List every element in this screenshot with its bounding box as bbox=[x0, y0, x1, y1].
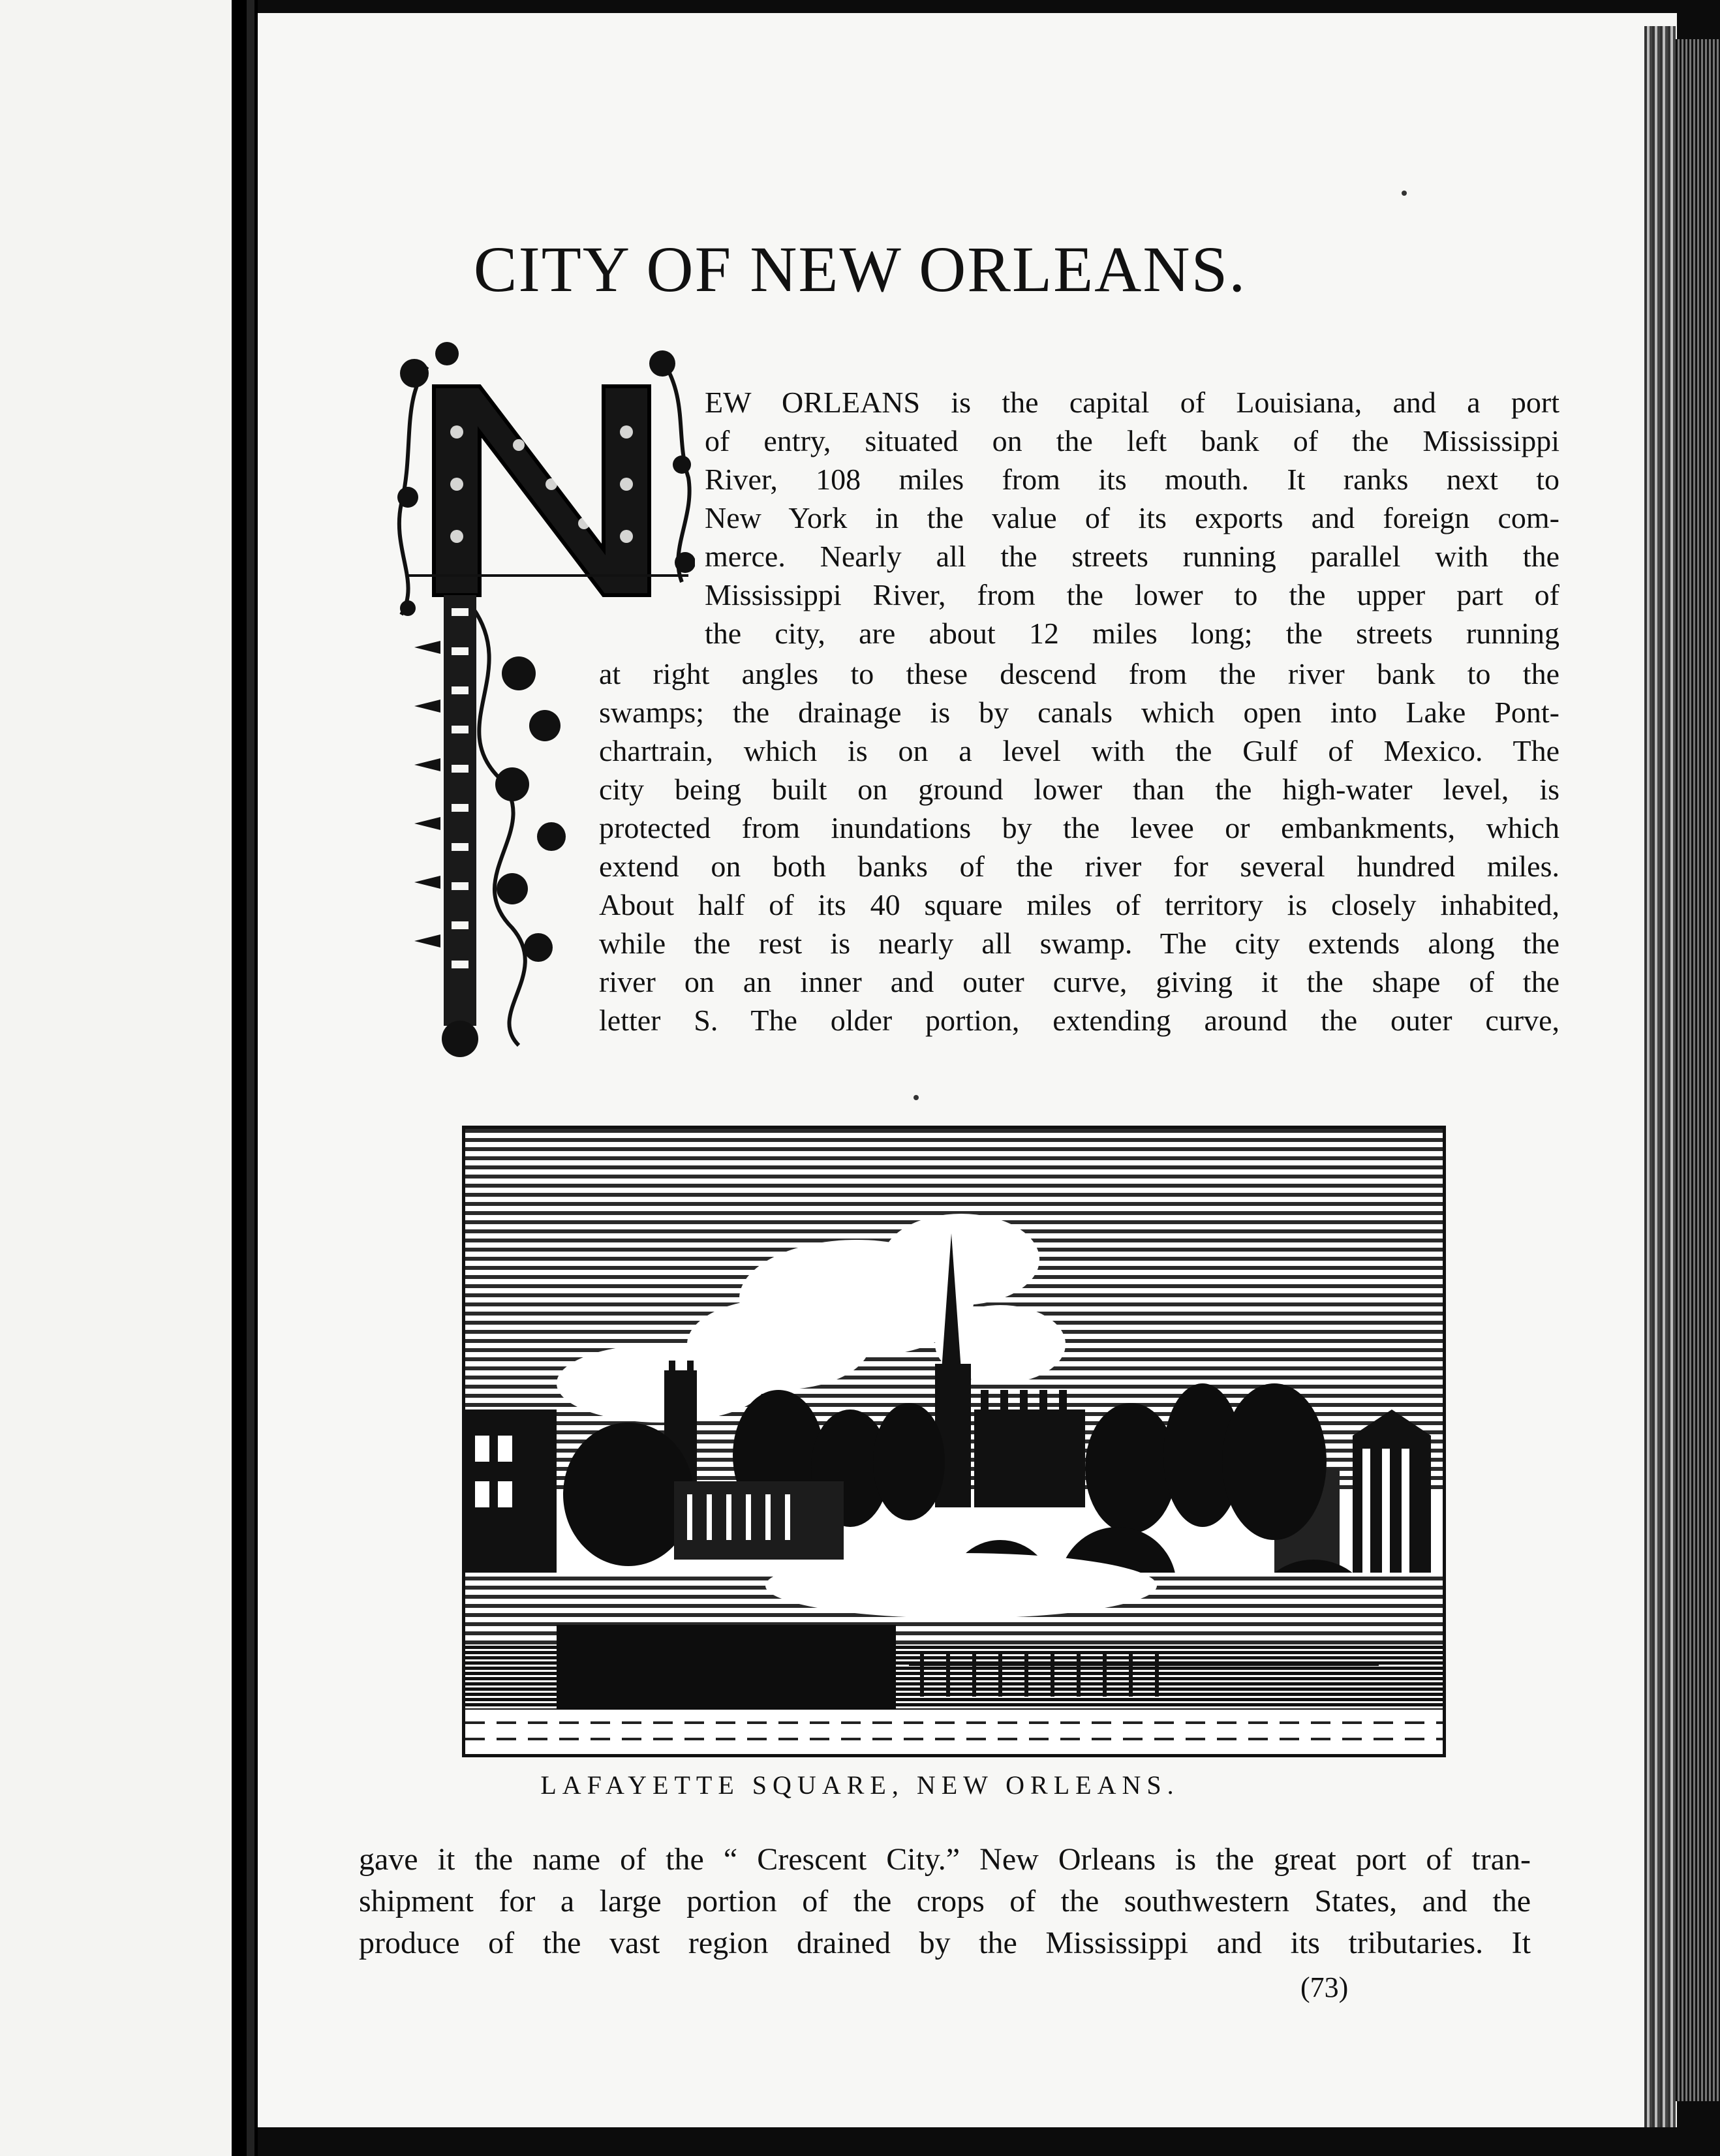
text-line: extend on both banks of the river for several hundred miles. bbox=[599, 850, 1559, 883]
right-page bbox=[258, 13, 1677, 2127]
continued-paragraph bbox=[599, 654, 1559, 1040]
left-page bbox=[0, 0, 232, 2156]
text-line: gave it the name of the “ Crescent City.” New Orleans is the great port of tran- bbox=[359, 1842, 1531, 1877]
text-line: letter S. The older portion, extending around the outer curve, bbox=[599, 1004, 1559, 1037]
text-line: while the rest is nearly all swamp. The city extends along the bbox=[599, 927, 1559, 960]
page-edge-shadow bbox=[1644, 26, 1676, 2127]
page-title: CITY OF NEW ORLEANS. bbox=[473, 233, 1247, 305]
gutter-shadow bbox=[247, 0, 254, 2156]
text-line: river on an inner and outer curve, giving it the shape of the bbox=[599, 965, 1559, 998]
text-line: New York in the value of its exports and foreign com- bbox=[705, 501, 1559, 534]
text-line: of entry, situated on the left bank of the Mississippi bbox=[705, 424, 1559, 457]
engraving-art bbox=[465, 1129, 1443, 1754]
text-line: city being built on ground lower than the high-water level, is bbox=[599, 773, 1559, 806]
closing-paragraph bbox=[359, 1839, 1531, 1964]
text-line: EW ORLEANS is the capital of Louisiana, and a port bbox=[705, 386, 1559, 419]
text-line: the city, are about 12 miles long; the streets running bbox=[705, 617, 1559, 650]
text-line: About half of its 40 square miles of territory is closely inhabited, bbox=[599, 888, 1559, 921]
text-line: at right angles to these descend from the river bank to the bbox=[599, 657, 1559, 690]
text-line: protected from inundations by the levee or embankments, which bbox=[599, 811, 1559, 844]
print-speck bbox=[914, 1095, 919, 1100]
text-line: shipment for a large portion of the crops of the southwestern States, and the bbox=[359, 1884, 1531, 1918]
text-line: chartrain, which is on a level with the Gulf of Mexico. The bbox=[599, 734, 1559, 767]
page-number: (73) bbox=[1300, 1971, 1349, 2003]
text-line: merce. Nearly all the streets running parallel with the bbox=[705, 540, 1559, 573]
text-line: swamps; the drainage is by canals which open into Lake Pont- bbox=[599, 696, 1559, 729]
text-line: River, 108 miles from its mouth. It ranks next to bbox=[705, 463, 1559, 496]
opening-paragraph bbox=[705, 383, 1559, 653]
print-speck bbox=[1402, 191, 1407, 196]
text-line: Mississippi River, from the lower to the upper part of bbox=[705, 578, 1559, 611]
illustration-caption: LAFAYETTE SQUARE, NEW ORLEANS. bbox=[540, 1770, 1180, 1800]
lafayette-square-engraving bbox=[462, 1126, 1446, 1757]
text-line: produce of the vast region drained by the Mississippi and its tributaries. It bbox=[359, 1926, 1531, 1960]
